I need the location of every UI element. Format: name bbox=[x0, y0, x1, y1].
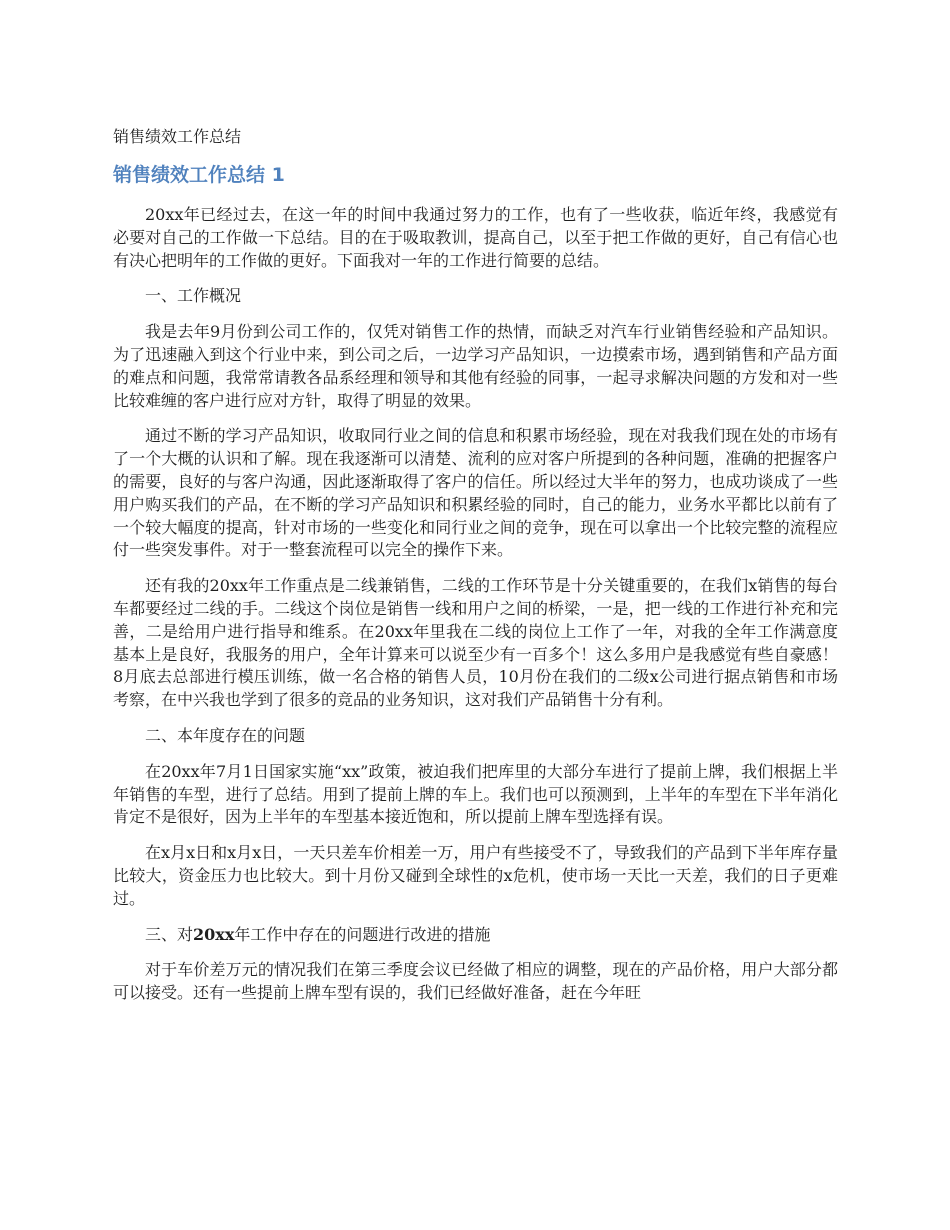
paragraph-overview-3: 还有我的20xx年工作重点是二线兼销售，二线的工作环节是十分关键重要的，在我们x销售的每台车都要经过二线的手。二线这个岗位是销售一线和用户之间的桥梁，一是，把一线的工作进行补充和完善，二是给用户进行指导和维系。在20xx年里我在二线的岗位上工作了一年，对我的全年工作满意度基本上是良好，我服务的用户，全年计算来可以说至少有一百多个！这么多用户是我感觉有些自豪感！8月底去总部进行模压训练，做一名合格的销售人员，10月份在我们的二级x公司进行据点销售和市场考察，在中兴我也学到了很多的竞品的业务知识，这对我们产品销售十分有利。 bbox=[113, 576, 838, 710]
paragraph-problems-2: 在x月x日和x月x日，一天只差车价相差一万，用户有些接受不了，导致我们的产品到下半年库存量比较大，资金压力也比较大。到十月份又碰到全球性的x危机，使市场一天比一天差，我们的日子更难过。 bbox=[113, 843, 838, 908]
paragraph-problems-1: 在20xx年7月1日国家实施“xx”政策，被迫我们把库里的大部分车进行了提前上牌，我们根据上半年销售的车型，进行了总结。用到了提前上牌的车上。我们也可以预测到，上半年的车型在下半年消化肯定不是很好，因为上半年的车型基本接近饱和，所以提前上牌车型选择有误。 bbox=[113, 761, 838, 827]
section-title-suffix: 年工作中存在的问题进行改进的措施 bbox=[234, 924, 491, 944]
section-title-improvements bbox=[113, 924, 838, 947]
paragraph-intro: 20xx年已经过去，在这一年的时间中我通过努力的工作，也有了一些收获，临近年终，我感觉有必要对自己的工作做一下总结。目的在于吸取教训，提高自己，以至于把工作做的更好，自己有信心也有决心把明年的工作做的更好。下面我对一年的工作进行简要的总结。 bbox=[113, 205, 838, 270]
section-title-problems: 二、本年度存在的问题 bbox=[145, 725, 306, 745]
section-heading: 销售绩效工作总结 1 bbox=[113, 164, 285, 186]
section-title-prefix: 三、对 bbox=[145, 924, 194, 944]
section-title-year: 20xx bbox=[193, 924, 235, 944]
paragraph-improvements-1: 对于车价差万元的情况我们在第三季度会议已经做了相应的调整，现在的产品价格，用户大部分都可以接受。还有一些提前上牌车型有误的，我们已经做好准备，赶在今年旺 bbox=[113, 960, 838, 1003]
paragraph-overview-2: 通过不断的学习产品知识，收取同行业之间的信息和积累市场经验，现在对我我们现在处的市场有了一个大概的认识和了解。现在我逐渐可以清楚、流利的应对客户所提到的各种问题，准确的把握客户的需要，良好的与客户沟通，因此逐渐取得了客户的信任。所以经过大半年的努力，也成功谈成了一些用户购买我们的产品，在不断的学习产品知识和积累经验的同时，自己的能力，业务水平都比以前有了一个较大幅度的提高，针对市场的一些变化和同行业之间的竞争，现在可以拿出一个比较完整的流程应付一些突发事件。对于一整套流程可以完全的操作下来。 bbox=[113, 426, 838, 560]
paragraph-overview-1: 我是去年9月份到公司工作的，仅凭对销售工作的热情，而缺乏对汽车行业销售经验和产品知识。为了迅速融入到这个行业中来，到公司之后，一边学习产品知识，一边摸索市场，遇到销售和产品方面的难点和问题，我常常请教各品系经理和领导和其他有经验的同事，一起寻求解决问题的方发和对一些比较难缠的客户进行应对方针，取得了明显的效果。 bbox=[113, 322, 838, 410]
section-title-overview: 一、工作概况 bbox=[145, 286, 242, 306]
document-title: 销售绩效工作总结 bbox=[113, 127, 242, 146]
